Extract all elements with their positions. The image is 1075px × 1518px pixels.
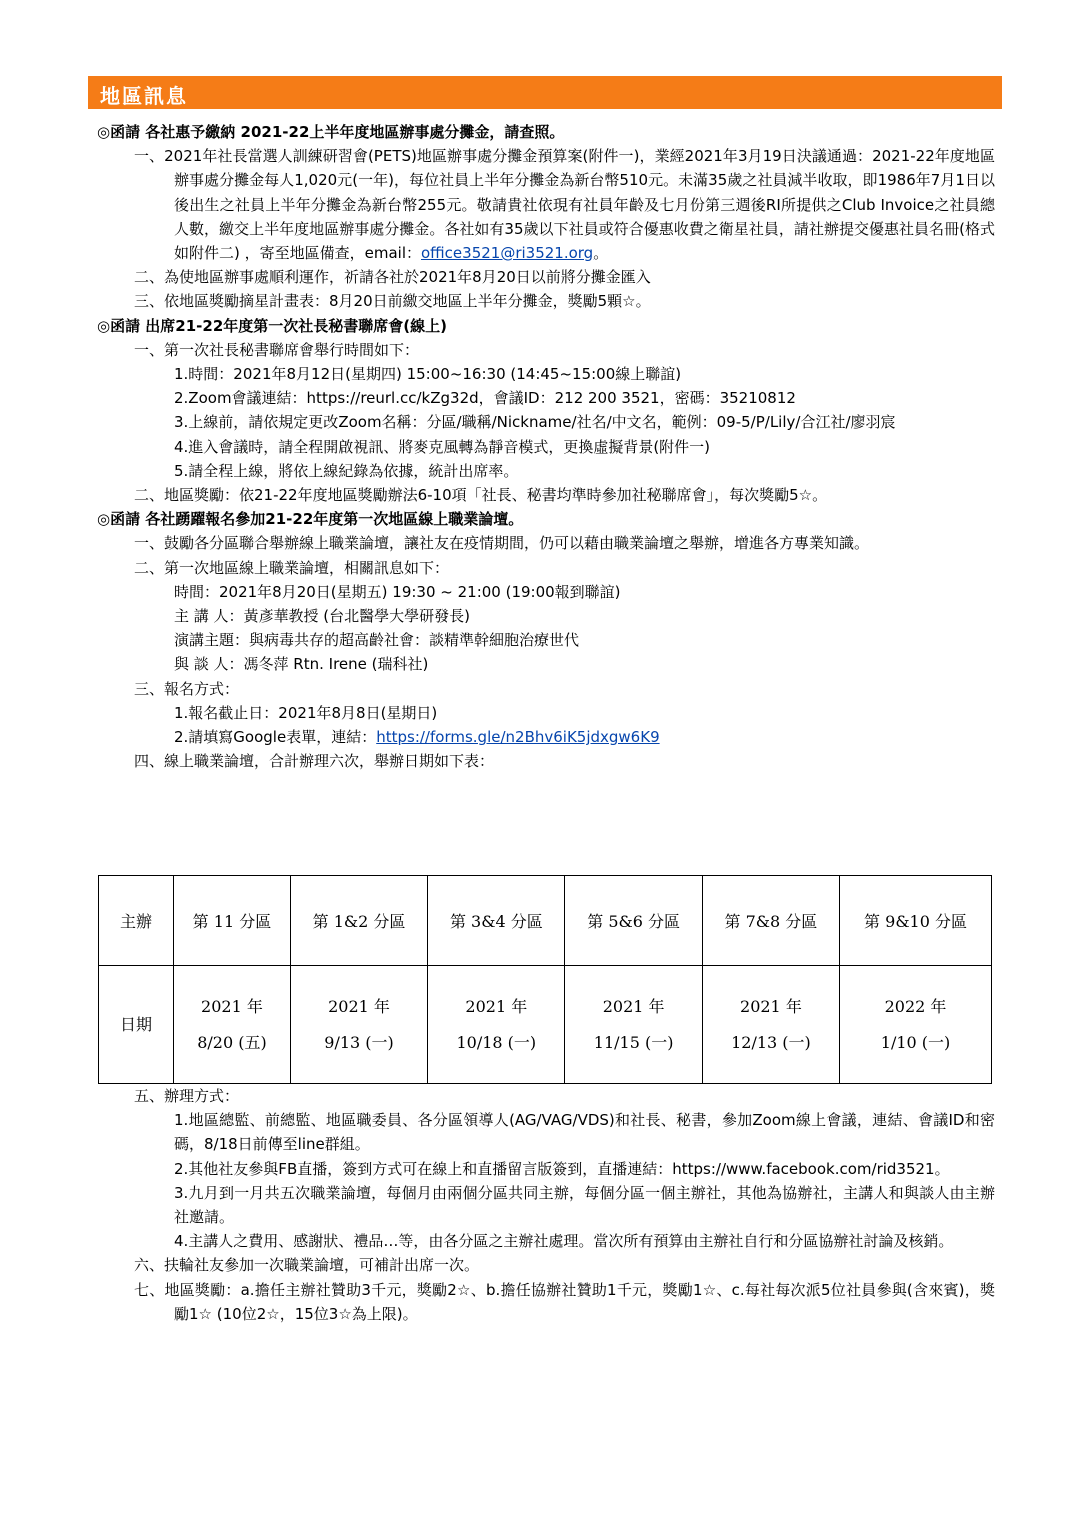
fees-item-1-end: 。 [593,244,609,263]
fees-item-3: 三、依地區獎勵摘星計畫表：8月20日前繳交地區上半年分攤金，獎勵5顆☆。 [134,292,651,311]
forum-method-3: 3.九月到一月共五次職業論壇，每個月由兩個分區共同主辦，每個分區一個主辦社，其他為協辦社，主講人和與談人由主辦社邀請。 [174,1183,995,1227]
meeting-item-2: 二、地區獎勵：依21-22年度地區獎勵辦法6-10項「社長、秘書均準時參加社秘聯席會」，每次獎勵5☆。 [134,486,828,505]
fees-item-1 [97,144,995,265]
table-date-cell [428,966,565,1084]
table-host-cell: 第 5&6 分區 [565,876,702,966]
forum-item-6: 六、扶輪社友參加一次職業論壇，可補計出席一次。 [134,1256,480,1275]
table-date-day: 11/15 (一) [593,1032,674,1052]
table-date-cell [290,966,427,1084]
forum-reg-form-text: 2.請填寫Google表單，連結： [174,728,377,747]
table-date-year: 2022 年 [884,996,947,1016]
table-host-cell: 第 7&8 分區 [702,876,839,966]
forum-item-3: 三、報名方式： [134,679,240,698]
table-date-day: 9/13 (一) [324,1032,394,1052]
table-date-year: 2021 年 [328,996,390,1016]
forum-item-5: 五、辦理方式： [134,1087,240,1105]
table-host-cell: 第 11 分區 [174,876,291,966]
meeting-item-1: 一、第一次社長秘書聯席會舉行時間如下： [134,340,420,359]
email-link[interactable]: office3521@ri3521.org [421,244,594,263]
table-host-cell: 第 9&10 分區 [840,876,992,966]
table-host-cell: 第 3&4 分區 [428,876,565,966]
forum-item-1: 一、鼓勵各分區聯合舉辦線上職業論壇，讓社友在疫情期間，仍可以藉由職業論壇之舉辦，增進各方專業知識。 [134,534,870,553]
table-date-cell [565,966,702,1084]
fees-item-1-text: 一、2021年社長當選人訓練研習會(PETS)地區辦事處分攤金預算案(附件一)，業經2021年3月19日決議通過：2021-22年度地區辦事處分攤金每人1,020元(一年)，每位社員上半年分攤金為新台幣510元。未滿35歲之社員減半收取，即1986年7月1日以後出生之社員上半年分攤金為新台幣255元。敬請貴社依現有社員年齡及七月份第三週後RI所提供之Club Invoice之社員總人數，繳交上半年度地區辦事處分攤金。各社如有35歲以下社員或符合優惠收費之衛星社員，請社辦提交優惠社員名冊(格式如附件二) ，寄至地區備查，email： [134,147,995,263]
forum-method-1: 1.地區總監、前總監、地區職委員、各分區領導人(AG/VAG/VDS)和社長、秘書，參加Zoom線上會議，連結、會議ID和密碼，8/18日前傳至line群組。 [174,1111,995,1154]
google-form-link[interactable]: https://forms.gle/n2Bhv6iK5jdxgw6K9 [376,728,660,747]
notice-body-continued [97,1084,995,1326]
forum-item-4: 四、線上職業論壇，合計辦理六次，舉辦日期如下表： [134,752,495,771]
table-row-hosts [99,876,992,966]
forum-reg-deadline: 1.報名截止日：2021年8月8日(星期日) [174,703,438,722]
table-date-day: 8/20 (五) [197,1032,267,1052]
table-host-cell: 第 1&2 分區 [290,876,427,966]
forum-talker: 與 談 人：馮冬萍 Rtn. Irene (瑞科社) [174,655,429,674]
section-banner [88,76,1002,109]
table-row-dates [99,966,992,1084]
notice-heading-meeting: ◎函請 出席21-22年度第一次社長秘書聯席會(線上) [97,316,447,335]
meeting-detail-video: 4.進入會議時，請全程開啟視訊、將麥克風轉為靜音模式，更換虛擬背景(附件一) [174,437,711,456]
notice-heading-fees: ◎函請 各社惠予繳納 2021-22上半年度地區辦事處分攤金，請查照。 [97,123,565,141]
meeting-detail-time: 1.時間：2021年8月12日(星期四) 15:00~16:30 (14:45~15:00線上聯誼) [174,365,682,384]
notice-heading-forum: ◎函請 各社踴躍報名參加21-22年度第一次地區線上職業論壇。 [97,510,524,529]
meeting-detail-attendance: 5.請全程上線，將依上線紀錄為依據，統計出席率。 [174,461,519,480]
table-date-cell [174,966,291,1084]
notice-body [97,120,995,773]
table-date-year: 2021 年 [740,996,802,1016]
forum-time: 時間：2021年8月20日(星期五) 19:30 ~ 21:00 (19:00報到聯誼) [174,582,621,601]
table-date-year: 2021 年 [602,996,665,1016]
table-date-year: 2021 年 [465,996,528,1016]
table-date-label: 日期 [99,966,174,1084]
table-date-year: 2021 年 [201,996,263,1016]
table-date-day: 1/10 (一) [880,1032,951,1052]
forum-method-4: 4.主講人之費用、感謝狀、禮品…等，由各分區之主辦社處理。當次所有預算由主辦社自行和分區協辦社討論及核銷。 [174,1232,954,1251]
table-date-cell [702,966,839,1084]
forum-method-2: 2.其他社友參與FB直播，簽到方式可在線上和直播留言版簽到，直播連結：https://www.facebook.com/rid3521。 [174,1159,950,1178]
table-host-label: 主辦 [99,876,174,966]
forum-speaker: 主 講 人：黃彥華教授 (台北醫學大學研發長) [174,607,471,626]
meeting-detail-zoom: 2.Zoom會議連結：https://reurl.cc/kZg32d，會議ID：212 200 3521，密碼：35210812 [174,389,796,408]
forum-item-2: 二、第一次地區線上職業論壇，相關訊息如下： [134,558,450,577]
forum-reg-form [97,725,995,749]
table-date-day: 12/13 (一) [731,1032,811,1052]
fees-item-2: 二、為使地區辦事處順利運作，祈請各社於2021年8月20日以前將分攤金匯入 [134,268,651,287]
meeting-detail-rename: 3.上線前，請依規定更改Zoom名稱：分區/職稱/Nickname/社名/中文名，範例：09-5/P/Lily/合江社/廖羽宸 [174,413,896,432]
table-date-cell [840,966,992,1084]
table-date-day: 10/18 (一) [456,1032,537,1052]
banner-title: 地區訊息 [100,84,188,108]
forum-schedule-table [98,875,992,1084]
forum-item-7: 七、地區獎勵：a.擔任主辦社贊助3千元，獎勵2☆、b.擔任協辦社贊助1千元，獎勵1☆、c.每社每次派5位社員參與(含來賓)，獎勵1☆ (10位2☆，15位3☆為上限)。 [134,1280,995,1323]
forum-topic: 演講主題：與病毒共存的超高齡社會：談精準幹細胞治療世代 [174,631,580,650]
